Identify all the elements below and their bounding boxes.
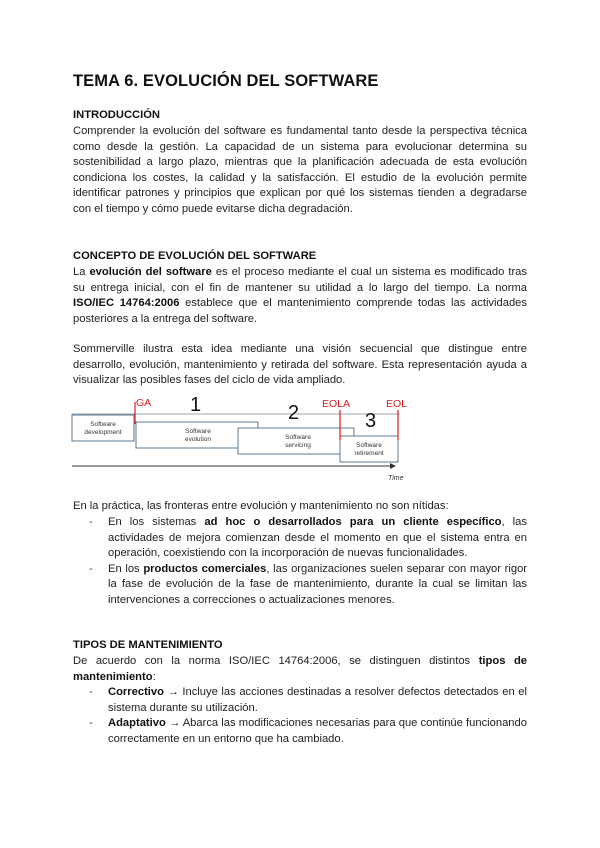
- list-item: [73, 716, 527, 747]
- stage-retirement-l1: Software: [356, 442, 382, 449]
- list-dash: -: [89, 686, 93, 698]
- types-intro-bold: tipos de mantenimiento: [73, 655, 528, 683]
- type-text-adaptativo: Abarca las modificaciones necesarias para que continúe funcionando correctamente en un entorno que ha cambiado.: [108, 717, 527, 745]
- phase-number-3: 3: [365, 410, 377, 432]
- type-text-correctivo: Incluye las acciones destinadas a resolver defectos detectados en el sistema durante su utilización.: [108, 686, 528, 714]
- marker-label-eol: EOL: [386, 398, 408, 410]
- stage-box-servicing: [238, 428, 354, 454]
- concept-p1-d: establece que el mantenimiento comprende todas las actividades posteriores a la entrega del software.: [73, 297, 527, 325]
- list-dash: -: [89, 562, 93, 575]
- concept-p1-c: es el proceso mediante el cual un sistema es modificado tras su entrega inicial, con el fin de mantener su utilidad a lo largo del tiempo. La norma: [73, 266, 527, 294]
- practice-item-1-a: En los sistemas: [108, 516, 205, 528]
- arrow-icon: →: [163, 686, 183, 698]
- marker-label-ga: GA: [136, 397, 152, 409]
- time-axis-label: Time: [388, 475, 404, 482]
- intro-paragraph: Comprender la evolución del software es fundamental tanto desde la perspectiva técnica como desde la gestión. La capacidad de un sistema para evolucionar determina su sostenibilidad a largo plazo, mientras que la planificación adecuada de esta evolución condiciona los costes, la calidad y la satisfacción. El estudio de la evolución permite identificar patrones y principios que explican por qué los sistemas tienden a degradarse con el tiempo y cómo puede evitarse dicha degradación.: [73, 125, 527, 215]
- lifecycle-diagram: [70, 388, 410, 488]
- list-item: [73, 562, 527, 609]
- phase-number-1: 1: [190, 394, 202, 416]
- concept-p1-a: La: [73, 266, 90, 278]
- types-list: [73, 685, 527, 747]
- list-item: [73, 685, 527, 716]
- stage-box-development: [72, 415, 134, 441]
- stage-box-retirement: [340, 436, 398, 462]
- concept-paragraph-2: Sommerville ilustra esta idea mediante una visión secuencial que distingue entre desarrollo, evolución, mantenimiento y retirada del software. Esta representación ayuda a visualizar las posibles fases del ciclo de vida ampliado.: [73, 343, 527, 387]
- marker-label-eola: EOLA: [322, 398, 351, 410]
- list-item: [73, 515, 527, 562]
- practice-list: [73, 515, 527, 609]
- types-intro-c: :: [152, 670, 156, 683]
- types-intro: [73, 654, 527, 685]
- stage-development-l1: Software: [90, 421, 116, 428]
- type-term-adaptativo: Adaptativo: [108, 717, 166, 730]
- phase-number-2: 2: [288, 402, 300, 424]
- type-term-correctivo: Correctivo: [108, 686, 164, 698]
- concept-paragraph-1: [73, 265, 527, 327]
- stage-retirement-l2: retirement: [354, 450, 384, 457]
- stage-servicing-l2: servicing: [285, 442, 311, 449]
- stage-servicing-l1: Software: [285, 434, 311, 441]
- types-heading: TIPOS DE MANTENIMIENTO: [73, 639, 223, 651]
- types-intro-a: De acuerdo con la norma ISO/IEC 14764:2006, se distinguen distintos: [73, 655, 479, 667]
- practice-item-2-a: En los: [108, 562, 144, 575]
- stage-development-l2: development: [84, 429, 122, 436]
- practice-intro: En la práctica, las fronteras entre evolución y mantenimiento no son nítidas:: [73, 500, 449, 512]
- concept-p1-bold-1: evolución del software: [89, 266, 212, 278]
- intro-heading: INTRODUCCIÓN: [73, 109, 161, 121]
- stage-evolution-l1: Software: [185, 428, 211, 435]
- list-dash: -: [89, 516, 93, 528]
- practice-item-2-c: , las organizaciones suelen separar con mayor rigor la fase de evolución de la fase de mantenimiento, durante la cual se limitan las intervenciones a correcciones o actualizaciones menores.: [108, 562, 528, 606]
- arrow-icon: →: [165, 717, 183, 730]
- practice-item-2-bold: productos comerciales: [143, 562, 267, 575]
- list-dash: -: [89, 717, 93, 730]
- page-title: TEMA 6. EVOLUCIÓN DEL SOFTWARE: [73, 72, 379, 90]
- concept-heading: CONCEPTO DE EVOLUCIÓN DEL SOFTWARE: [73, 250, 317, 262]
- stage-evolution-l2: evolution: [184, 436, 212, 443]
- practice-item-1-bold: ad hoc o desarrollados para un cliente específico: [204, 516, 502, 528]
- practice-item-1-c: , las actividades de mejora comienzan desde el momento en que el sistema entra en operación, coexistiendo con la incorporación de nuevas funcionalidades.: [108, 516, 527, 560]
- concept-p1-bold-2: ISO/IEC 14764:2006: [73, 297, 180, 310]
